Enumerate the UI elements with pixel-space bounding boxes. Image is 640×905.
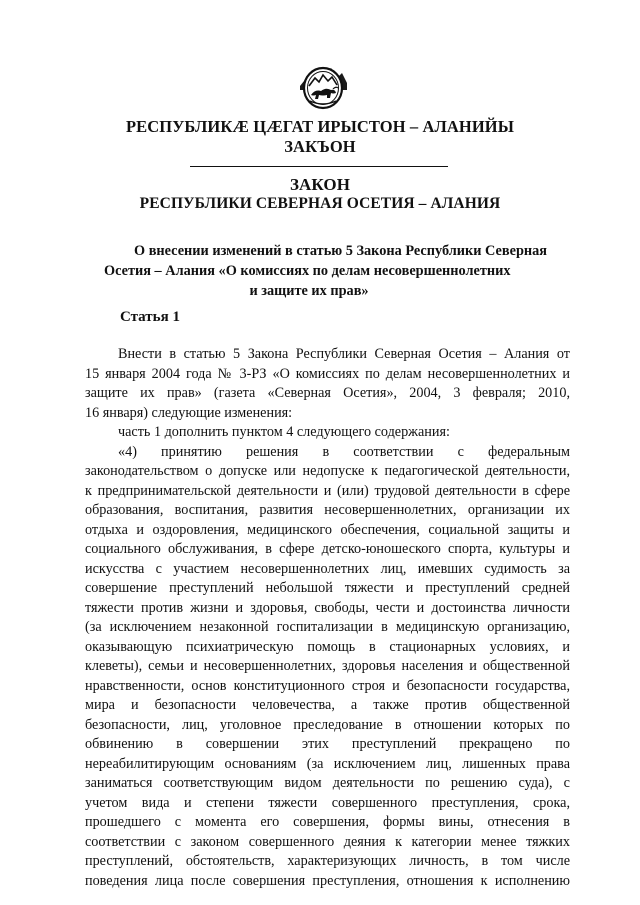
subject-line: О внесении изменений в статью 5 Закона Республики Северная (134, 243, 548, 259)
body-line: прошедшего с момента его совершения, формы вины, отнесения в (85, 814, 570, 830)
law-subject (104, 241, 548, 301)
body-line: учетом вида и степени тяжести совершенного преступления, срока, (85, 794, 570, 811)
body-line: Внести в статью 5 Закона Республики Северная Осетия – Алания от (118, 346, 570, 362)
body-line: нереабилитирующим основаниям (за исключением лиц, лишенных права (85, 755, 570, 772)
body-line: тяжести против жизни и здоровья, свободы, чести и достоинства личности (85, 599, 570, 616)
body-line: мира и безопасности человечества, а также против общественной (85, 697, 570, 713)
body-line: нравственности, основ конституционного строя и безопасности государства, (85, 677, 570, 694)
article-body (85, 345, 570, 891)
body-line: законодательством о допуске или недопуске к педагогической деятельности, (85, 463, 570, 479)
body-line: 16 января) следующие изменения: (85, 404, 293, 421)
subject-line: и защите их прав» (249, 283, 369, 299)
body-line: соответствии с законом совершенного деяния к категории менее тяжких (85, 833, 570, 850)
subject-line: Осетия – Алания «О комиссиях по делам несовершеннолетних (104, 263, 511, 279)
body-line: образования, воспитания, развития несовершеннолетних, организации их (85, 502, 570, 518)
body-line: искусства с участием несовершеннолетних лиц, имевших судимость за (85, 560, 570, 577)
ossetian-republic-title: РЕСПУБЛИКÆ ЦÆГАТ ИРЫСТОН – АЛАНИЙЫ (125, 117, 514, 136)
body-line: часть 1 дополнить пунктом 4 следующего содержания: (118, 424, 450, 440)
body-line: (за исключением незаконной госпитализации в медицинскую организацию, (85, 619, 570, 635)
header-separator (190, 166, 448, 167)
body-line: отдыха и оздоровления, медицинского обеспечения, социальной защиты и (85, 521, 570, 538)
russian-republic-title: РЕСПУБЛИКИ СЕВЕРНАЯ ОСЕТИЯ – АЛАНИЯ (139, 195, 501, 212)
article-heading: Статья 1 (120, 309, 180, 325)
body-line: социального обслуживания, в сфере детско-юношеского спорта, культуры и (85, 541, 570, 557)
body-line: оказывающую психиатрическую помощь в стационарных условиях, и (85, 638, 570, 655)
body-line: клеветы), семьи и несовершеннолетних, здоровья населения и общественной (85, 658, 570, 674)
body-line: к предпринимательской деятельности и (или) трудовой деятельности в сфере (85, 482, 570, 499)
body-line: 15 января 2004 года № 3-РЗ «О комиссиях по делам несовершеннолетних и (85, 365, 570, 382)
coat-of-arms-icon (297, 56, 349, 110)
body-line: поведения лица после совершения преступления, отношения к исполнению (85, 872, 570, 889)
body-line: заниматься соответствующим видом деятельности по решению суда), с (85, 775, 570, 791)
body-line: защите их прав» (газета «Северная Осетия», 2004, 3 февраля; 2010, (85, 385, 570, 401)
body-line: безопасности, лиц, уголовное преследование в отношении которых по (85, 716, 570, 733)
body-line: совершение преступлений небольшой тяжести и преступлений средней (85, 580, 570, 596)
body-line: «4) принятию решения в соответствии с федеральным (118, 443, 570, 460)
body-line: преступлений, обстоятельств, характеризующих личность, в том числе (85, 853, 570, 869)
russian-law-title: ЗАКОН (289, 175, 351, 194)
ossetian-law-title: ЗАКЪОН (284, 137, 356, 156)
body-line: обвинению в совершении этих преступлений прекращено по (85, 736, 570, 752)
